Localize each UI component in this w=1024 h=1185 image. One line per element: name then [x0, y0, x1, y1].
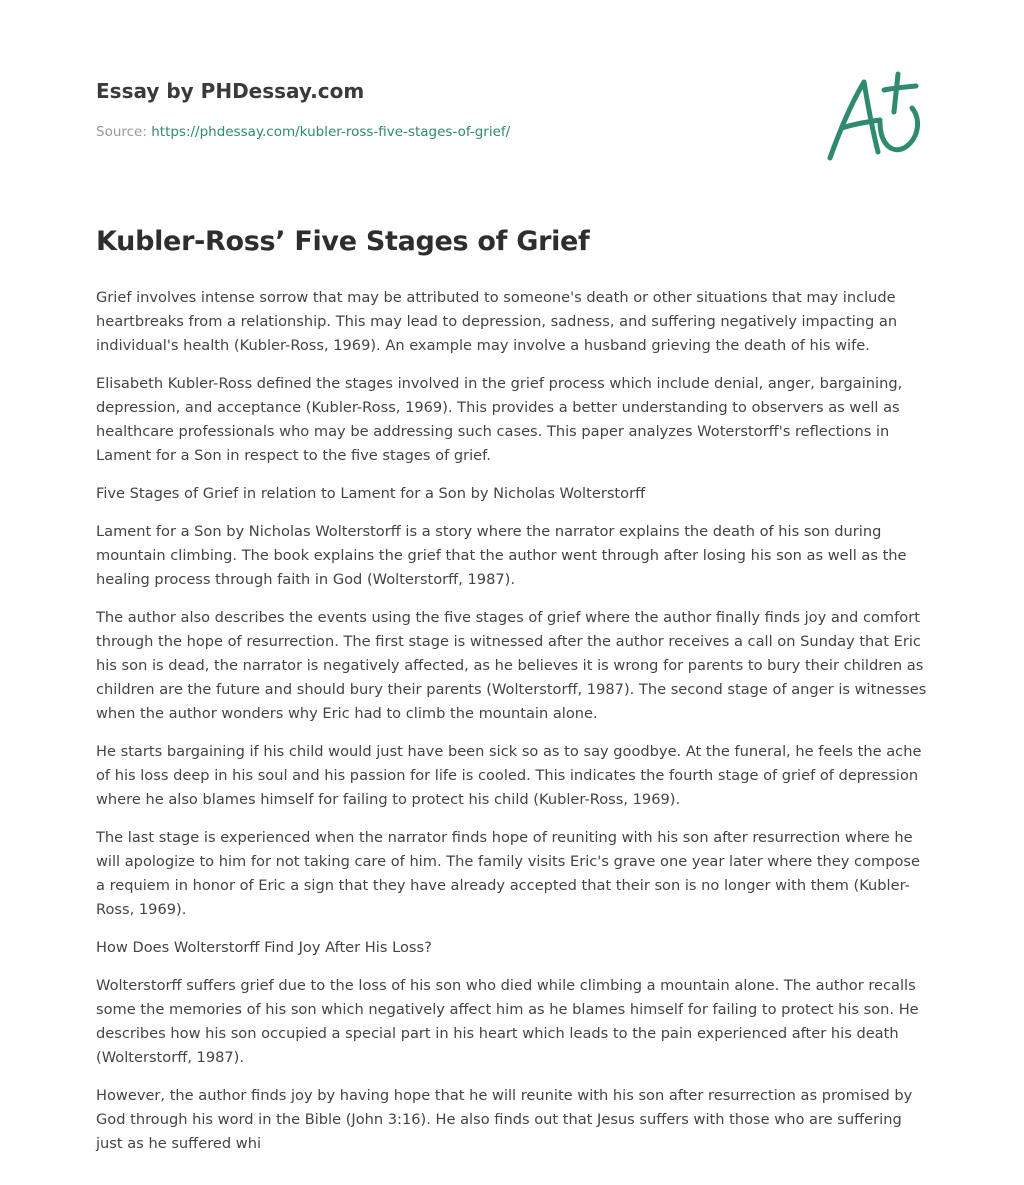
a-plus-icon	[822, 68, 926, 164]
paragraph: However, the author finds joy by having hope that he will reunite with his son after resurrection as promised by God through his word in the Bible (John 3:16). He also finds out that Jesus suffers with those who are suffering just as he suffered whi	[96, 1087, 913, 1152]
brand-title: Essay by PHDessay.com	[96, 79, 365, 103]
source-label: Source:	[96, 124, 147, 140]
essay-title: Kubler-Ross’ Five Stages of Grief	[96, 226, 590, 257]
section-heading: Five Stages of Grief in relation to Lament for a Son by Nicholas Wolterstorff	[96, 485, 646, 502]
paragraph: The last stage is experienced when the narrator finds hope of reuniting with his son after resurrection where he will apologize to him for not taking care of him. The family visits Eric's grave one year later where they compose a requiem in honor of Eric a sign that they have already accepted that their son is no longer with them (Kubler-Ross, 1969).	[96, 829, 920, 918]
paragraph: He starts bargaining if his child would just have been sick so as to say goodbye. At the funeral, he feels the ache of his loss deep in his soul and his passion for life is cooled. This indicates the fourth stage of grief of depression where he also blames himself for failing to protect his child (Kubler-Ross, 1969).	[96, 743, 922, 808]
paragraph: The author also describes the events using the five stages of grief where the author finally finds joy and comfort through the hope of resurrection. The first stage is witnessed after the author receives a call on Sunday that Eric his son is dead, the narrator is negatively affected, as he believes it is wrong for parents to bury their children as children are the future and should bury their parents (Wolterstorff, 1987). The second stage of anger is witnesses when the author wonders why Eric had to climb the mountain alone.	[96, 609, 927, 722]
source-line	[96, 124, 510, 140]
essay-body	[96, 286, 932, 1170]
header	[96, 78, 928, 140]
paragraph: Lament for a Son by Nicholas Wolterstorff is a story where the narrator explains the death of his son during mountain climbing. The book explains the grief that the author went through after losing his son as well as the healing process through faith in God (Wolterstorff, 1987).	[96, 523, 907, 588]
source-link[interactable]: https://phdessay.com/kubler-ross-five-stages-of-grief/	[151, 124, 511, 140]
paragraph: Grief involves intense sorrow that may be attributed to someone's death or other situations that may include heartbreaks from a relationship. This may lead to depression, sadness, and suffering negatively impacting an individual's health (Kubler-Ross, 1969). An example may involve a husband grieving the death of his wife.	[96, 289, 898, 354]
section-heading: How Does Wolterstorff Find Joy After His Loss?	[96, 939, 432, 956]
paragraph: Elisabeth Kubler-Ross defined the stages involved in the grief process which include denial, anger, bargaining, depression, and acceptance (Kubler-Ross, 1969). This provides a better understanding to observers as well as healthcare professionals who may be addressing such cases. This paper analyzes Woterstorff's reflections in Lament for a Son in respect to the five stages of grief.	[96, 375, 903, 464]
paragraph: Wolterstorff suffers grief due to the loss of his son who died while climbing a mountain alone. The author recalls some the memories of his son which negatively affect him as he blames himself for failing to protect his son. He describes how his son occupied a special part in his heart which leads to the pain experienced after his death (Wolterstorff, 1987).	[96, 977, 919, 1066]
